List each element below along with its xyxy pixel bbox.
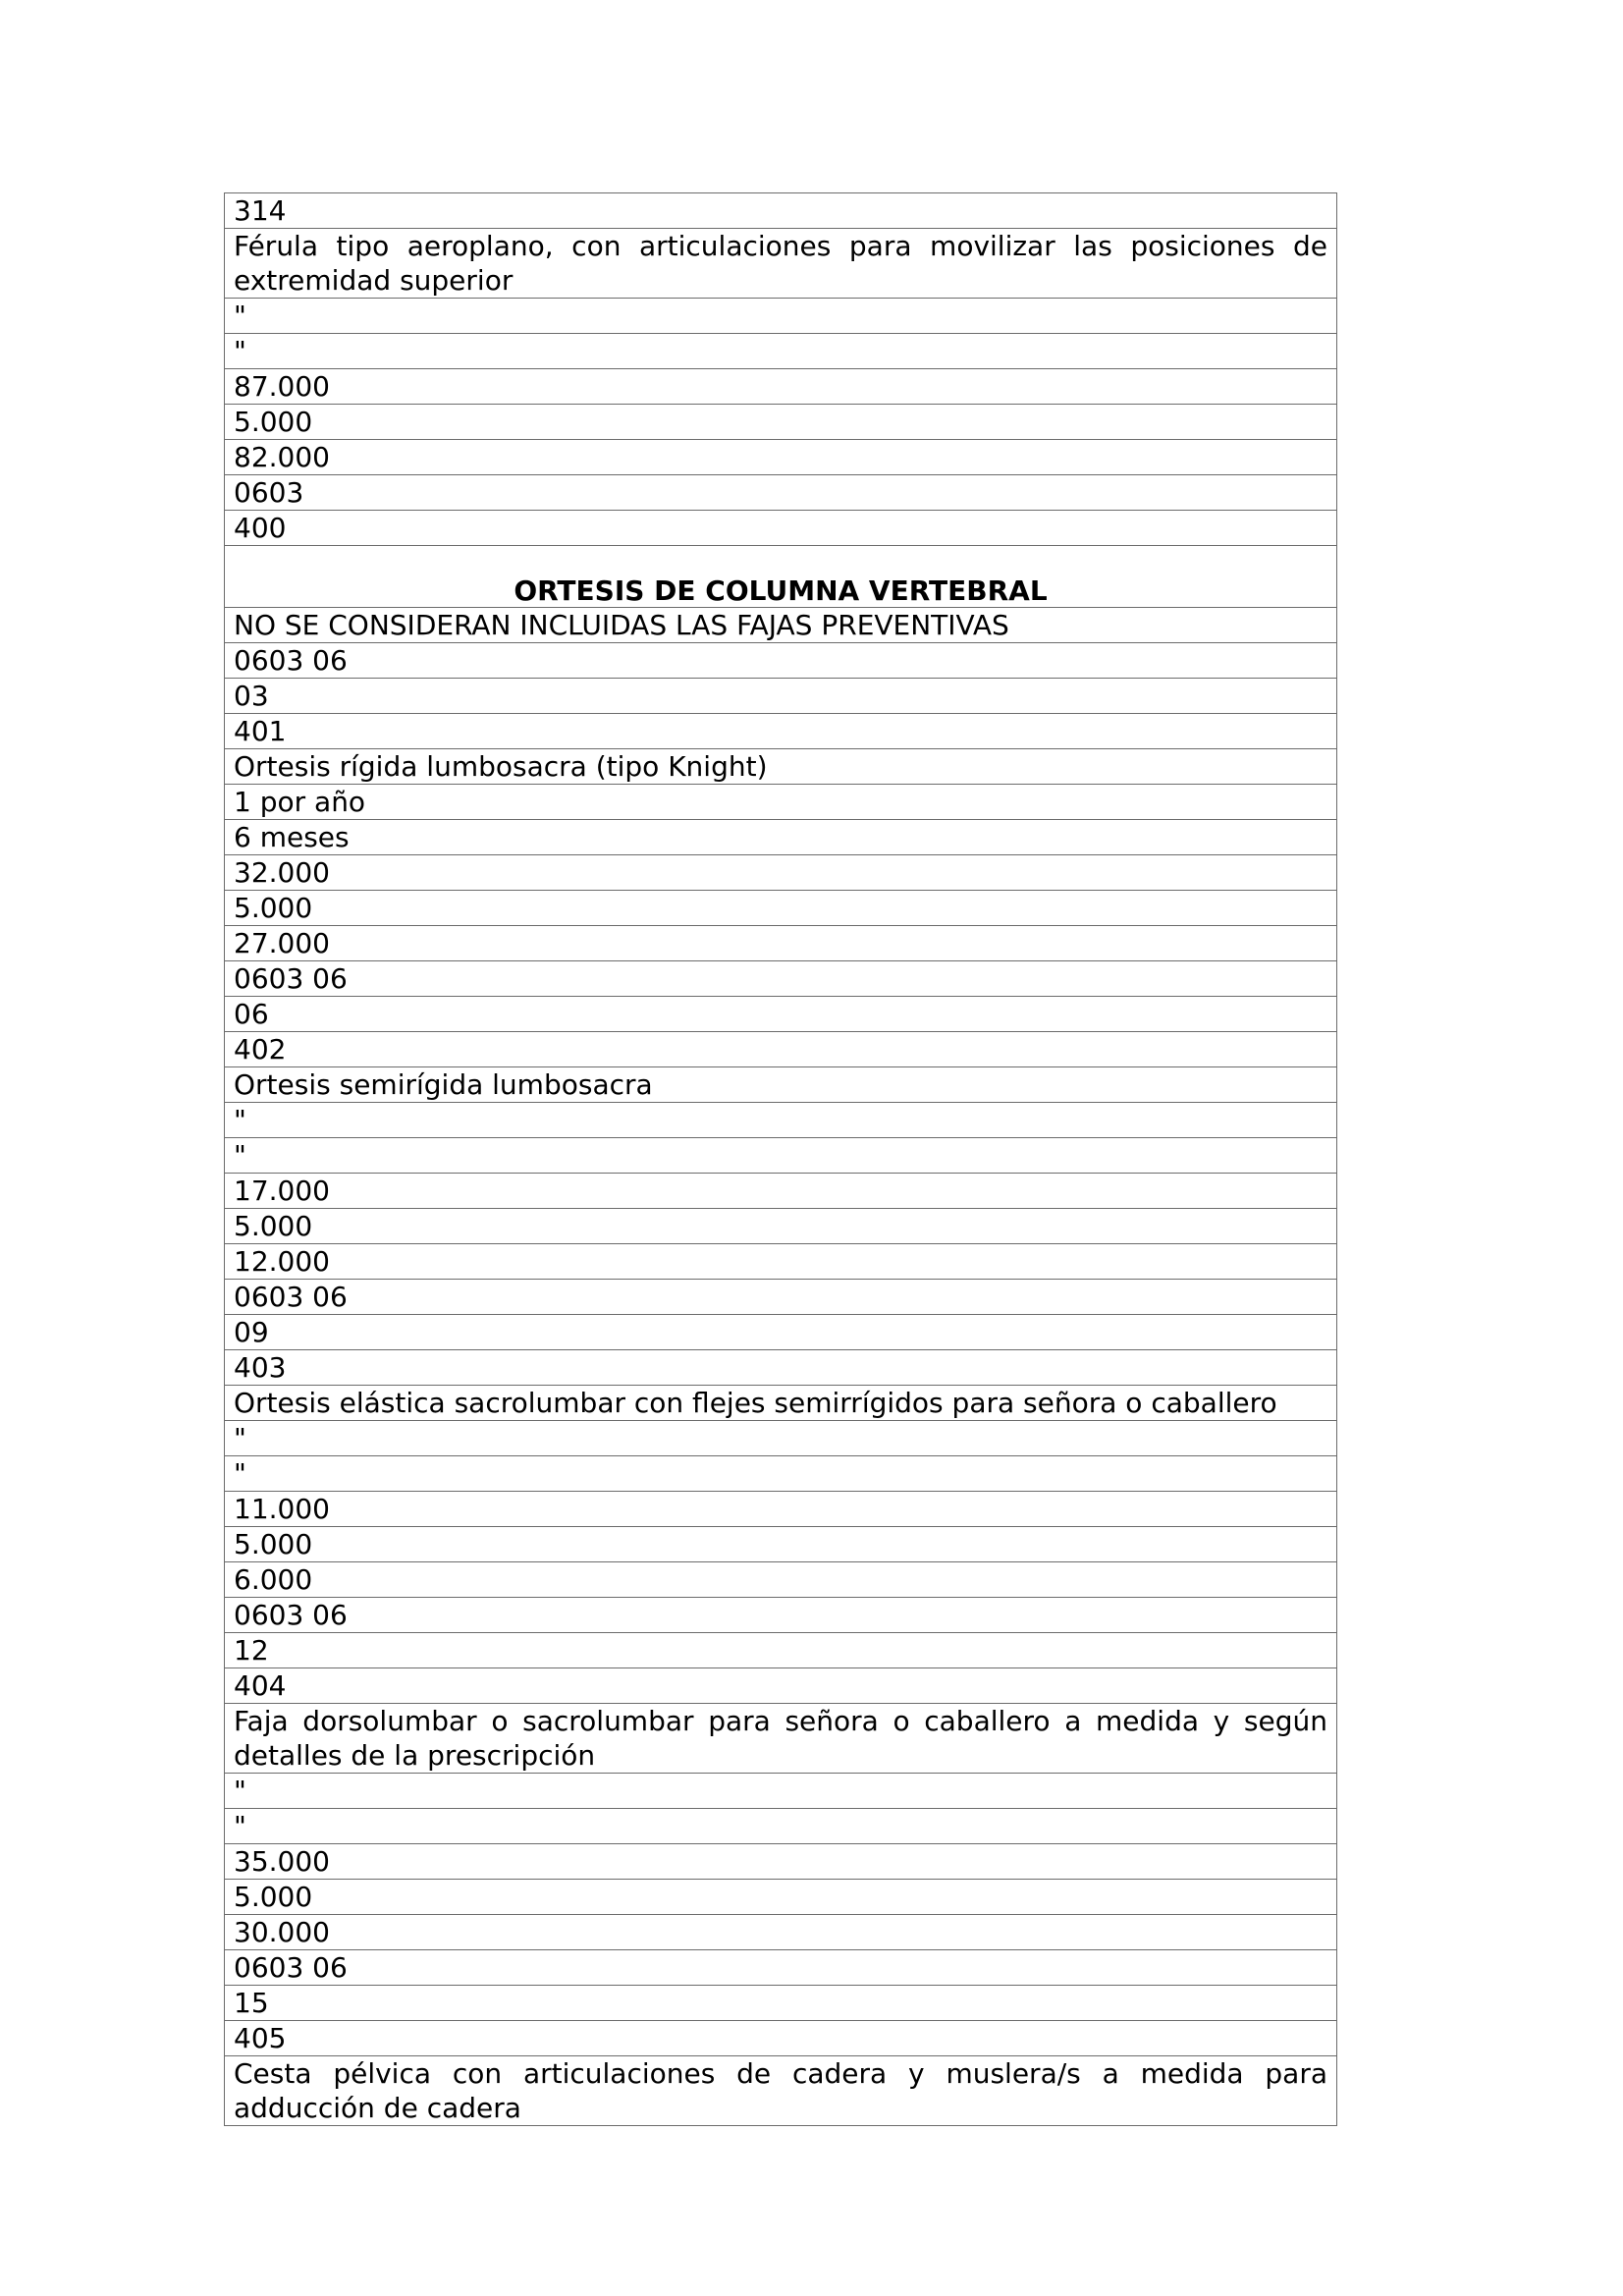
table-cell: 5.000: [225, 891, 1337, 926]
table-row: [225, 1492, 1337, 1527]
table-cell: 5.000: [225, 1880, 1337, 1915]
table-row: [225, 1880, 1337, 1915]
table-cell: ": [225, 1103, 1337, 1138]
table-row: [225, 714, 1337, 749]
table-cell: ": [225, 1809, 1337, 1844]
table-row: [225, 1315, 1337, 1350]
table-row: [225, 926, 1337, 961]
table-row: [225, 1103, 1337, 1138]
table-cell: 35.000: [225, 1844, 1337, 1880]
table-cell: 30.000: [225, 1915, 1337, 1950]
table-row: [225, 1067, 1337, 1103]
table-row: [225, 1280, 1337, 1315]
table-cell: Ortesis rígida lumbosacra (tipo Knight): [225, 749, 1337, 785]
table-row: [225, 891, 1337, 926]
table-cell: ": [225, 334, 1337, 369]
table-cell: 15: [225, 1986, 1337, 2021]
table-row: [225, 1527, 1337, 1562]
table-row: [225, 299, 1337, 334]
table-cell: 0603 06: [225, 1950, 1337, 1986]
table-row: [225, 1244, 1337, 1280]
table-cell: 87.000: [225, 369, 1337, 405]
table-cell: 5.000: [225, 1209, 1337, 1244]
table-row: [225, 475, 1337, 511]
table-cell: 27.000: [225, 926, 1337, 961]
table-cell: 402: [225, 1032, 1337, 1067]
table-cell: Faja dorsolumbar o sacrolumbar para señora o caballero a medida y según detalles de la prescripción: [225, 1704, 1337, 1774]
table-row: [225, 1844, 1337, 1880]
table-row: [225, 1774, 1337, 1809]
section-heading: ORTESIS DE COLUMNA VERTEBRAL: [225, 546, 1337, 608]
table-row: [225, 820, 1337, 855]
table-cell: 0603 06: [225, 1280, 1337, 1315]
table-row: [225, 405, 1337, 440]
table-cell: 0603 06: [225, 643, 1337, 679]
table-cell: ": [225, 1421, 1337, 1456]
document-table: [224, 192, 1337, 2126]
table-row: [225, 2021, 1337, 2056]
table-cell: 09: [225, 1315, 1337, 1350]
table-row: [225, 1598, 1337, 1633]
table-cell: 6 meses: [225, 820, 1337, 855]
table-cell: Férula tipo aeroplano, con articulaciones para movilizar las posiciones de extremidad superior: [225, 229, 1337, 299]
table-row: [225, 855, 1337, 891]
table-cell: 0603: [225, 475, 1337, 511]
table-cell: 400: [225, 511, 1337, 546]
table-row: [225, 961, 1337, 997]
table-row: [225, 1138, 1337, 1174]
document-table-body: [225, 193, 1337, 2126]
table-row: [225, 1668, 1337, 1704]
table-cell: ": [225, 1138, 1337, 1174]
table-cell: 5.000: [225, 1527, 1337, 1562]
table-cell: 17.000: [225, 1174, 1337, 1209]
table-row: [225, 369, 1337, 405]
section-heading-row: [225, 546, 1337, 608]
table-cell: 03: [225, 679, 1337, 714]
table-row: [225, 1562, 1337, 1598]
table-cell: 404: [225, 1668, 1337, 1704]
table-cell: 314: [225, 193, 1337, 229]
table-row: [225, 679, 1337, 714]
table-row: [225, 1174, 1337, 1209]
table-cell: 403: [225, 1350, 1337, 1386]
table-row: [225, 2056, 1337, 2126]
table-cell: 0603 06: [225, 1598, 1337, 1633]
table-row: [225, 1032, 1337, 1067]
table-row: [225, 1456, 1337, 1492]
table-cell: ": [225, 1774, 1337, 1809]
table-row: [225, 1386, 1337, 1421]
table-cell: ": [225, 1456, 1337, 1492]
table-cell: Cesta pélvica con articulaciones de cadera y muslera/s a medida para adducción de cadera: [225, 2056, 1337, 2126]
table-cell: 11.000: [225, 1492, 1337, 1527]
table-cell: 0603 06: [225, 961, 1337, 997]
table-row: [225, 229, 1337, 299]
table-cell: ": [225, 299, 1337, 334]
table-cell: Ortesis elástica sacrolumbar con flejes semirrígidos para señora o caballero: [225, 1386, 1337, 1421]
table-row: [225, 1809, 1337, 1844]
table-cell: 12.000: [225, 1244, 1337, 1280]
table-cell: 1 por año: [225, 785, 1337, 820]
table-cell: 12: [225, 1633, 1337, 1668]
table-row: [225, 1633, 1337, 1668]
table-row: [225, 1209, 1337, 1244]
table-row: [225, 1915, 1337, 1950]
table-cell: Ortesis semirígida lumbosacra: [225, 1067, 1337, 1103]
table-row: [225, 785, 1337, 820]
table-row: [225, 1421, 1337, 1456]
table-row: [225, 511, 1337, 546]
table-row: [225, 1986, 1337, 2021]
table-cell: 5.000: [225, 405, 1337, 440]
table-row: [225, 997, 1337, 1032]
table-row: [225, 608, 1337, 643]
table-row: [225, 643, 1337, 679]
table-cell: 82.000: [225, 440, 1337, 475]
table-row: [225, 1350, 1337, 1386]
table-row: [225, 334, 1337, 369]
table-row: [225, 193, 1337, 229]
table-cell: 401: [225, 714, 1337, 749]
table-row: [225, 1704, 1337, 1774]
table-row: [225, 1950, 1337, 1986]
table-cell: 32.000: [225, 855, 1337, 891]
table-row: [225, 749, 1337, 785]
table-cell: 06: [225, 997, 1337, 1032]
table-cell: 6.000: [225, 1562, 1337, 1598]
table-cell: 405: [225, 2021, 1337, 2056]
table-cell: NO SE CONSIDERAN INCLUIDAS LAS FAJAS PREVENTIVAS: [225, 608, 1337, 643]
table-row: [225, 440, 1337, 475]
